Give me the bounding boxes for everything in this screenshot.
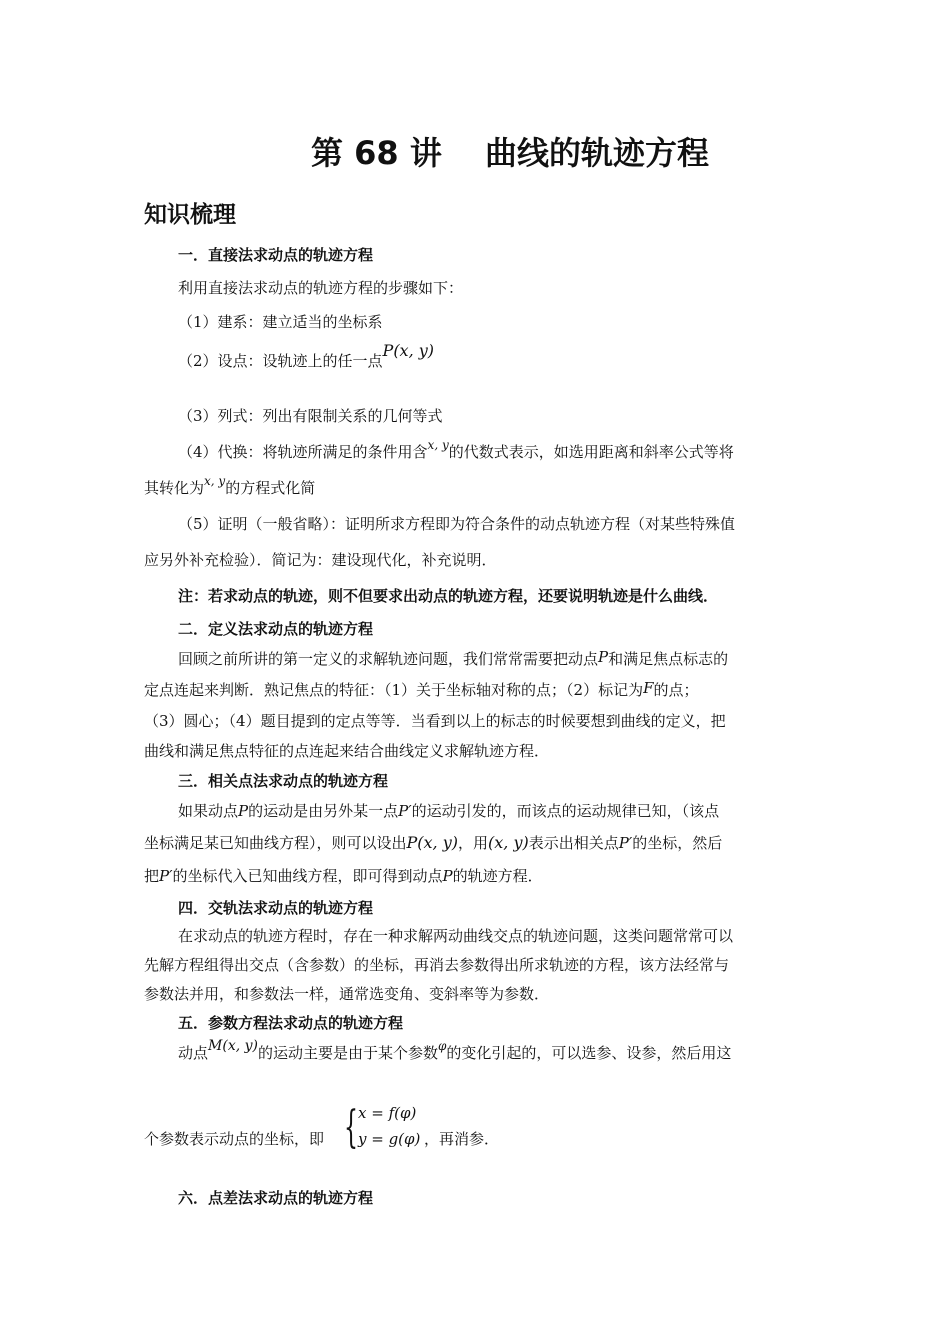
note: 注：若求动点的轨迹，则不但要求出动点的轨迹方程，还要说明轨迹是什么曲线． [178, 587, 719, 605]
step-4-cont: 其转化为$^{x, y}$的方程式化简 [144, 474, 316, 497]
heading-2: 二．定义法求动点的轨迹方程 [178, 620, 374, 638]
paragraph-cont: 先解方程组得出交点（含参数）的坐标，再消去参数得出所求轨迹的方程，该方法经常与 [144, 956, 730, 974]
section-title: 知识梳理 [144, 202, 236, 228]
paragraph-cont: 曲线和满足焦点特征的点连起来结合曲线定义求解轨迹方程． [144, 742, 550, 760]
paragraph: 利用直接法求动点的轨迹方程的步骤如下： [178, 279, 464, 297]
brace-icon: { [344, 1102, 358, 1153]
paragraph-end: ，再消参． [424, 1130, 500, 1148]
heading-1: 一．直接法求动点的轨迹方程 [178, 246, 374, 264]
step-1: （1）建系：建立适当的坐标系 [178, 313, 383, 331]
step-3: （3）列式：列出有限制关系的几何等式 [178, 407, 443, 425]
heading-6: 六．点差法求动点的轨迹方程 [178, 1189, 374, 1207]
step-5-cont: 应另外补充检验）．简记为：建设现代化，补充说明． [144, 551, 497, 569]
equation-y: y = g(φ) [358, 1130, 421, 1148]
heading-5: 五．参数方程法求动点的轨迹方程 [178, 1014, 404, 1032]
page-title: 第 68 讲 曲线的轨迹方程 [311, 134, 709, 172]
paragraph-cont: 参数法并用，和参数法一样，通常选变角、变斜率等为参数． [144, 985, 550, 1003]
heading-3: 三．相关点法求动点的轨迹方程 [178, 772, 389, 790]
heading-4: 四．交轨法求动点的轨迹方程 [178, 899, 374, 917]
step-4: （4）代换：将轨迹所满足的条件用含$^{x, y}$的代数式表示，如选用距离和斜率公式等将 [178, 438, 734, 461]
paragraph: 回顾之前所讲的第一定义的求解轨迹问题，我们常常需要把动点P和满足焦点标志的 [178, 648, 729, 668]
paragraph-cont: 个参数表示动点的坐标，即 [144, 1130, 325, 1148]
paragraph-cont: 把P′的坐标代入已知曲线方程，即可得到动点P的轨迹方程． [144, 867, 543, 885]
step-5: （5）证明（一般省略）：证明所求方程即为符合条件的动点轨迹方程（对某些特殊值 [178, 515, 736, 533]
paragraph-cont: （3）圆心；（4）题目提到的定点等等．当看到以上的标志的时候要想到曲线的定义，把 [144, 712, 726, 730]
paragraph-cont: 定点连起来判断．熟记焦点的特征：（1）关于坐标轴对称的点；（2）标记为F的点； [144, 679, 699, 699]
equation-x: x = f(φ) [358, 1104, 417, 1122]
paragraph: 在求动点的轨迹方程时，存在一种求解两动曲线交点的轨迹问题，这类问题常常可以 [178, 927, 734, 945]
paragraph: 动点M(x, y)的运动主要是由于某个参数$^\varphi$的变化引起的，可以选参、设参，然后用这 [178, 1038, 732, 1062]
paragraph-cont: 坐标满足某已知曲线方程），则可以设出P(x, y)，用(x, y)表示出相关点P′的坐标，然后 [144, 833, 723, 852]
paragraph: 如果动点P的运动是由另外某一点P′的运动引发的，而该点的运动规律已知，（该点 [178, 802, 720, 820]
step-2: （2）设点：设轨迹上的任一点P(x, y) [178, 341, 435, 370]
